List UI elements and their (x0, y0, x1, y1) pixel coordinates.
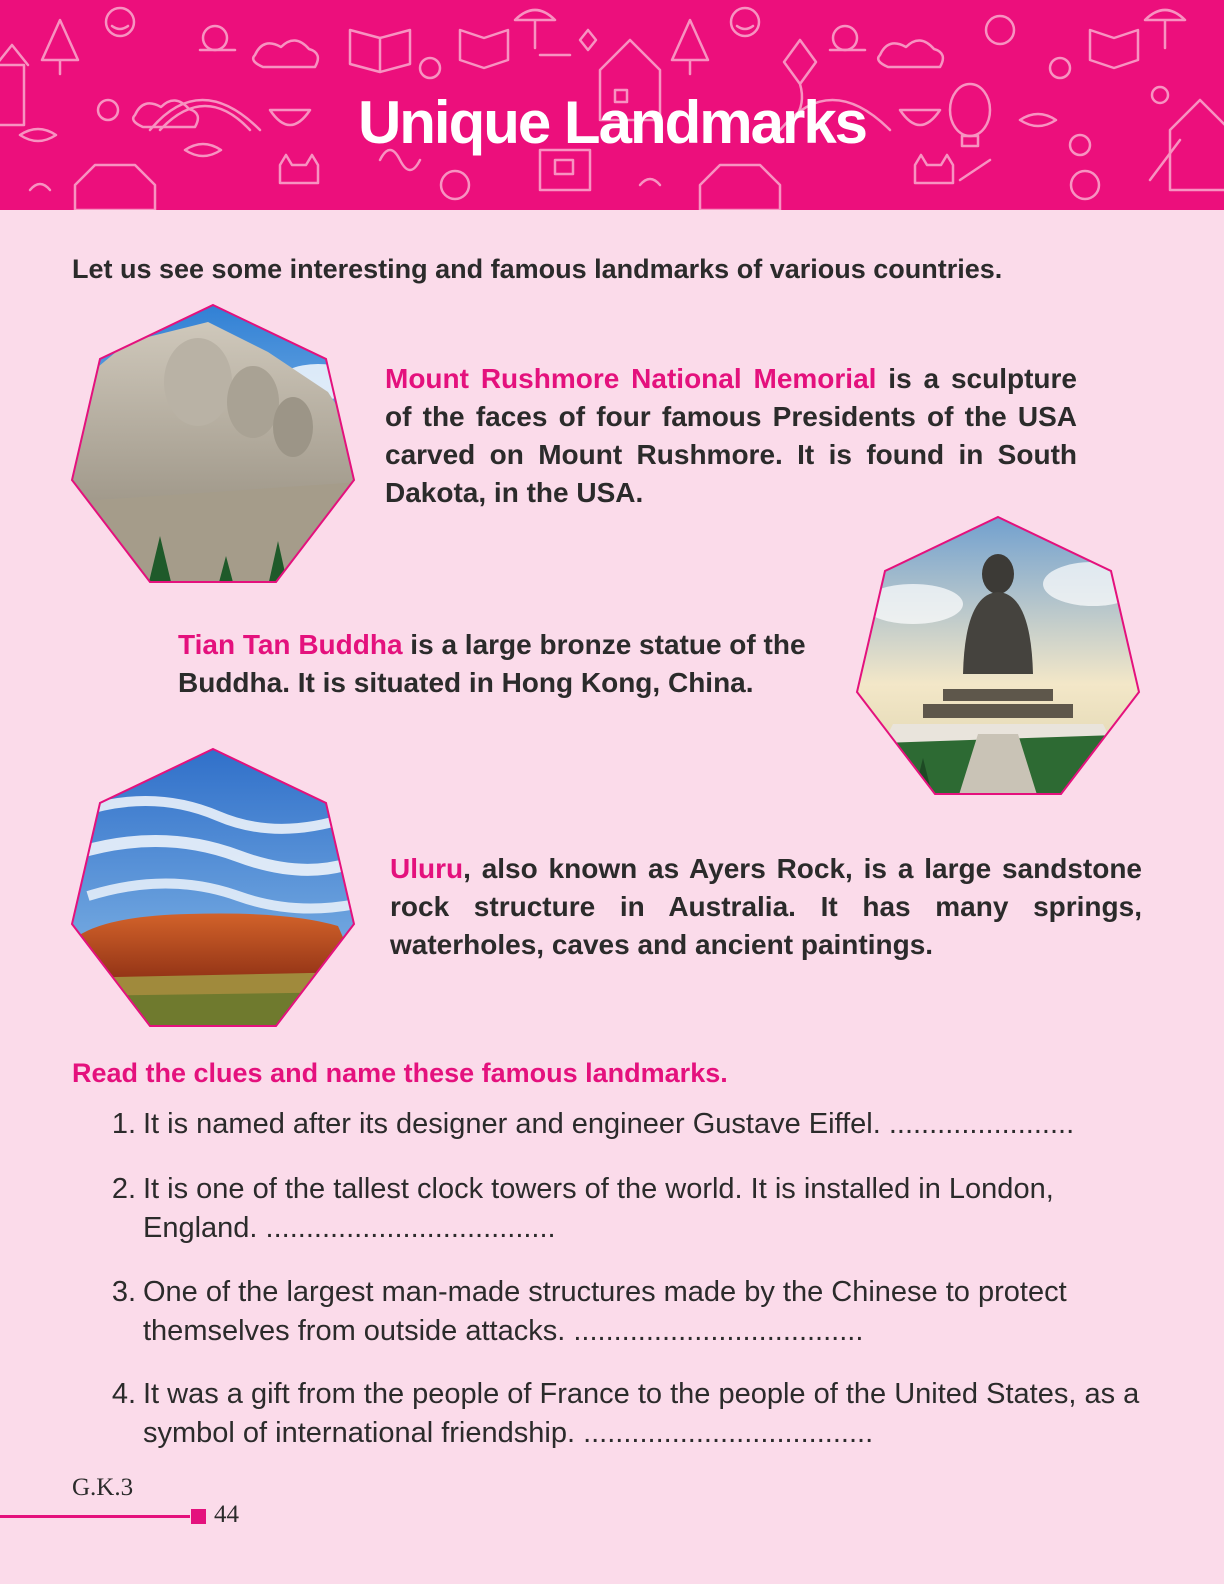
question-item (102, 1273, 1142, 1351)
tian-tan-buddha-text: is a large bronze statue of the Buddha. It is situated in Hong Kong, China. (178, 629, 806, 698)
footer-rule (0, 1515, 190, 1518)
page-title: Unique Landmarks (357, 89, 867, 156)
question-text: One of the largest man-made structures made by the Chinese to protect themselves from outside attacks. .................................... (143, 1276, 1067, 1347)
tian-tan-buddha-image (853, 514, 1145, 798)
question-text: It is named after its designer and engineer Gustave Eiffel. ....................... (143, 1108, 1075, 1140)
page-number: 44 (214, 1501, 239, 1528)
header-banner (0, 0, 1224, 210)
question-item (102, 1375, 1142, 1453)
intro-text: Let us see some interesting and famous landmarks of various countries. (72, 254, 1003, 284)
tian-tan-buddha-name: Tian Tan Buddha (178, 629, 403, 660)
tian-tan-buddha-description (178, 626, 838, 702)
activity-heading: Read the clues and name these famous landmarks. (72, 1058, 728, 1088)
question-item (102, 1105, 1142, 1144)
question-number: 4. (111, 1378, 136, 1410)
mount-rushmore-description (385, 360, 1077, 512)
uluru-description (390, 850, 1142, 964)
question-text: It was a gift from the people of France to the people of the United States, as a symbol of international friendship. .................................... (143, 1378, 1140, 1449)
question-number: 2. (111, 1173, 136, 1205)
question-item (102, 1170, 1142, 1248)
mount-rushmore-image (68, 302, 360, 586)
uluru-image (68, 746, 360, 1030)
mount-rushmore-text: is a sculpture of the faces of four famous Presidents of the USA carved on Mount Rushmore. It is found in South Dakota, in the USA. (385, 363, 1077, 508)
footer-square-marker (191, 1509, 206, 1524)
mount-rushmore-name: Mount Rushmore National Memorial (385, 363, 877, 394)
book-label: G.K.3 (72, 1474, 134, 1501)
question-text: It is one of the tallest clock towers of the world. It is installed in London, England. .................................... (143, 1173, 1054, 1244)
uluru-name: Uluru (390, 853, 464, 884)
question-number: 1. (111, 1108, 136, 1140)
uluru-text: , also known as Ayers Rock, is a large sandstone rock structure in Australia. It has many springs, waterholes, caves and ancient paintings. (390, 853, 1142, 960)
question-number: 3. (111, 1276, 136, 1308)
